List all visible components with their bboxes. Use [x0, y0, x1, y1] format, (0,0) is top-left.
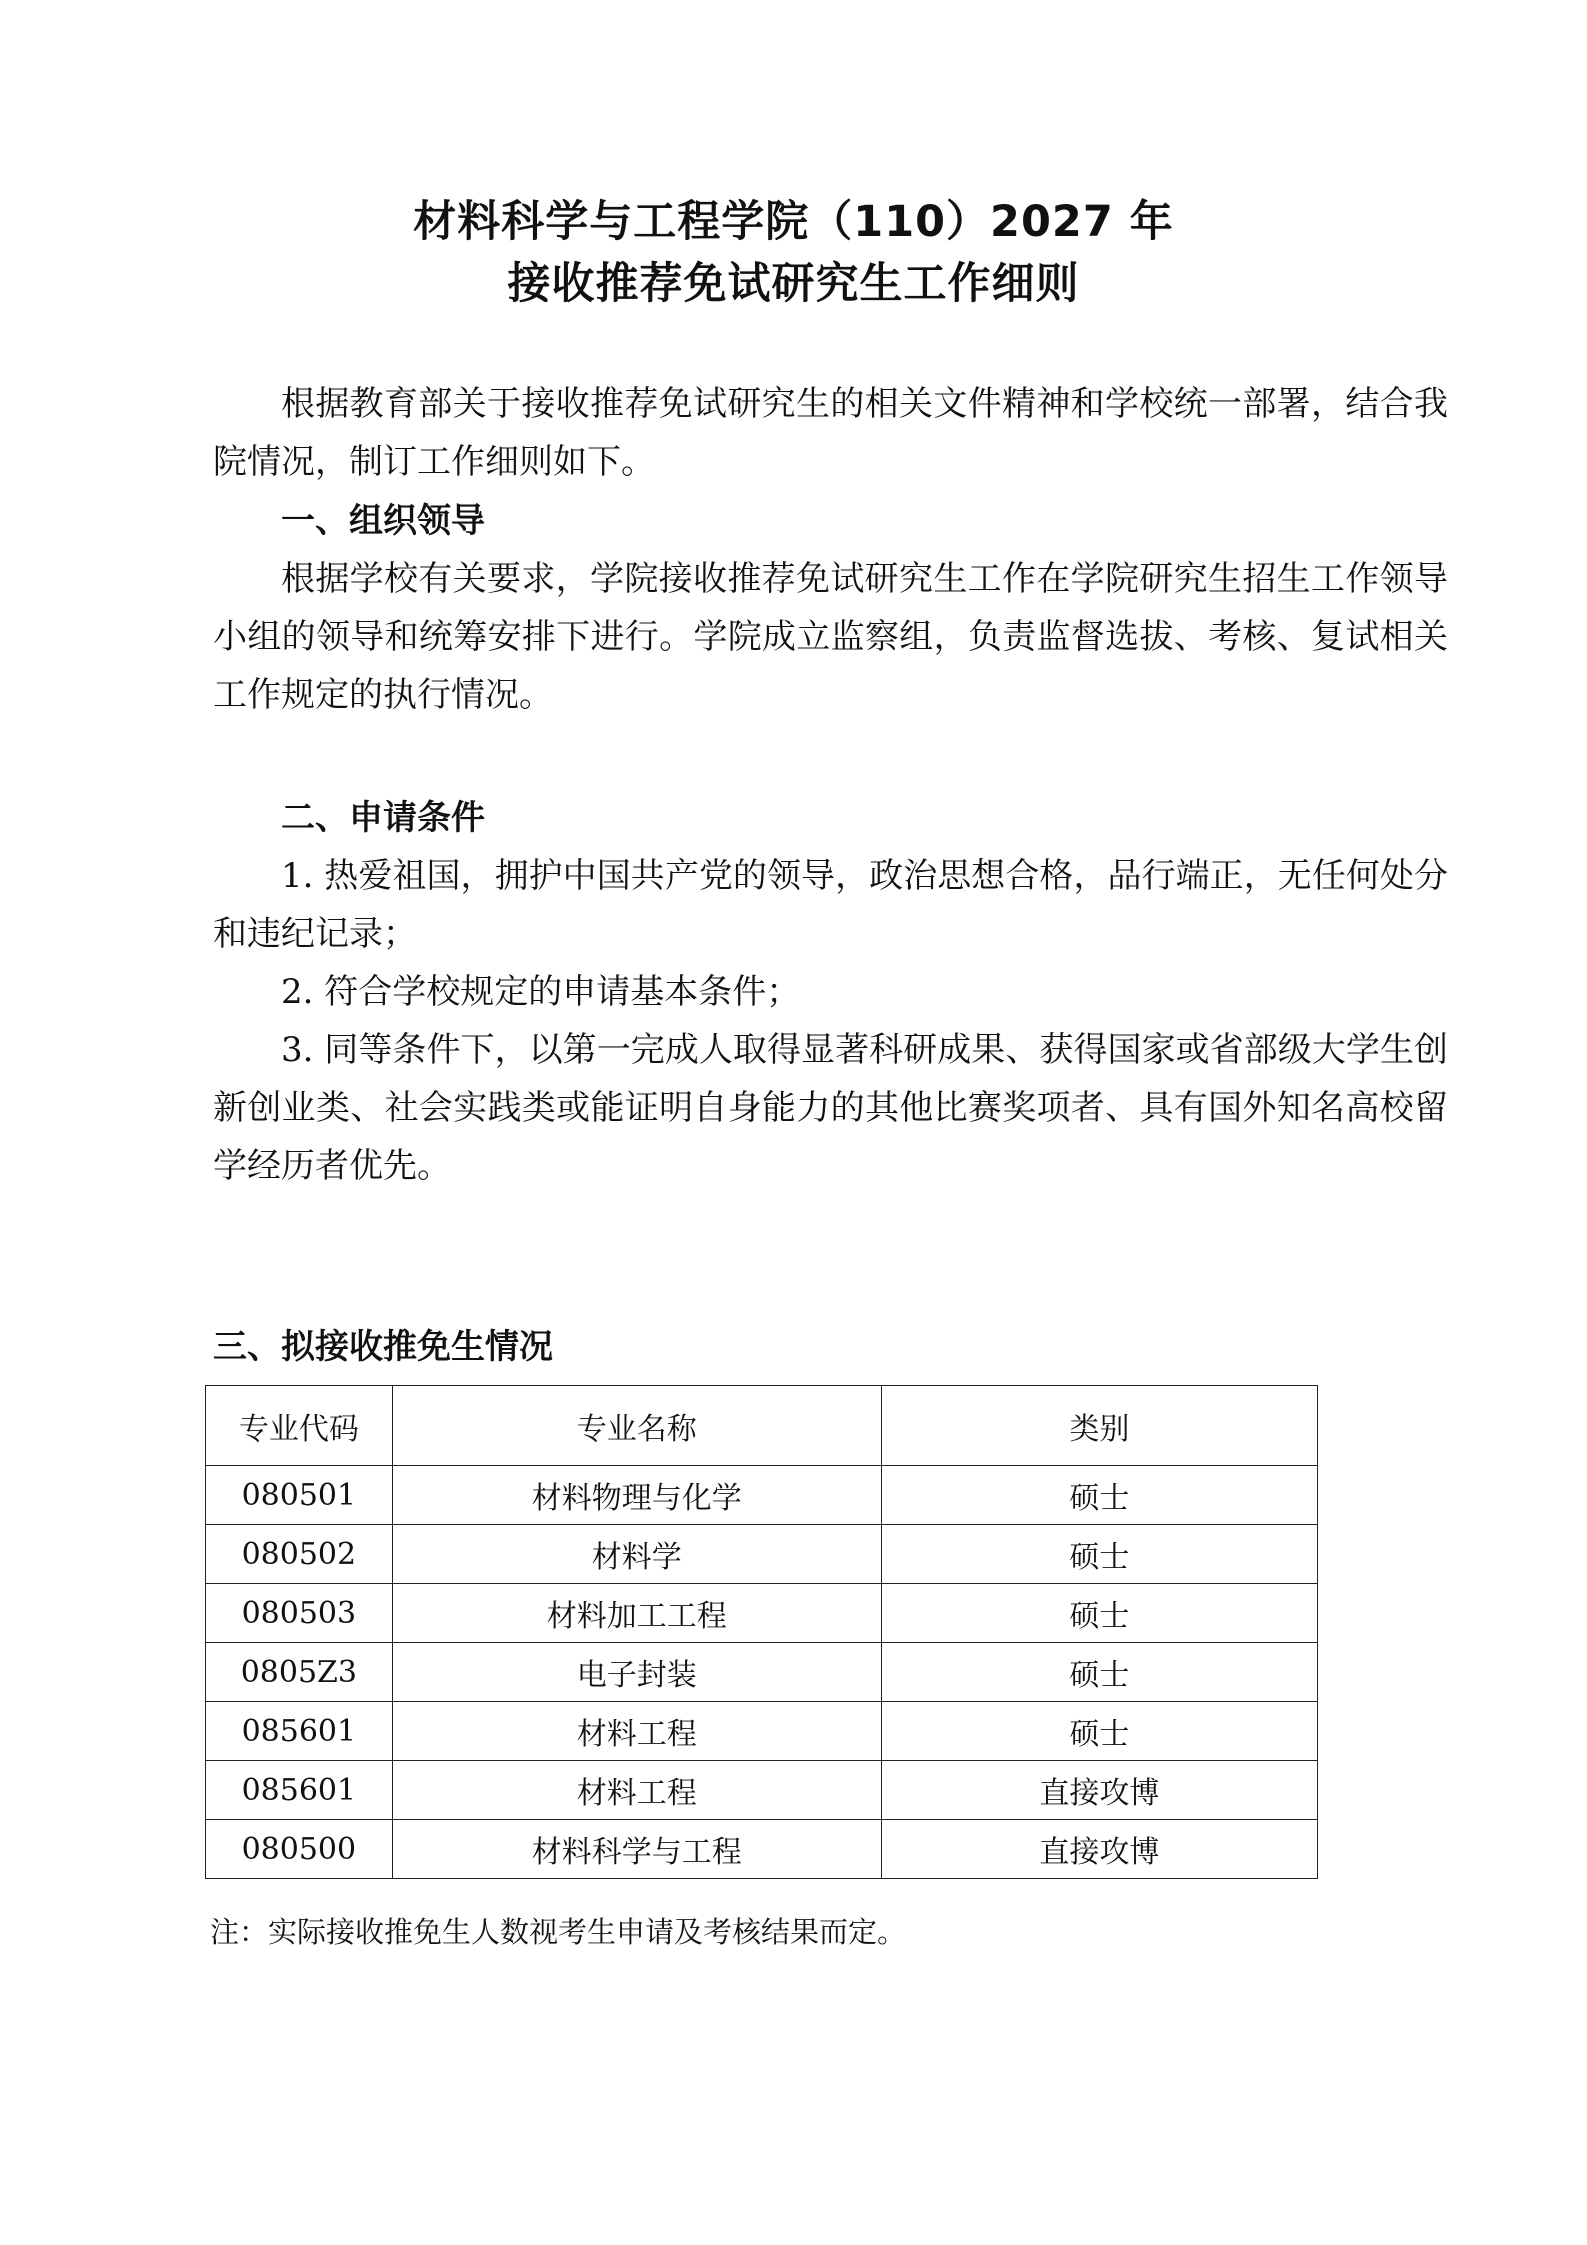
cell-name: 材料物理与化学 — [392, 1466, 881, 1525]
table-row — [206, 1702, 1318, 1761]
cell-type: 直接攻博 — [881, 1761, 1317, 1820]
section2-item-2: 2. 符合学校规定的申请基本条件； — [281, 972, 801, 1012]
column-header-name: 专业名称 — [392, 1386, 881, 1466]
document-title-line1: 材料科学与工程学院（110）2027 年 — [413, 197, 1174, 247]
table-row — [206, 1643, 1318, 1702]
cell-code: 080503 — [206, 1584, 393, 1643]
cell-type: 硕士 — [881, 1643, 1317, 1702]
cell-type: 硕士 — [881, 1525, 1317, 1584]
column-header-type: 类别 — [881, 1386, 1317, 1466]
cell-type: 硕士 — [881, 1584, 1317, 1643]
intro-paragraph: 根据教育部关于接收推荐免试研究生的相关文件精神和学校统一部署，结合我院情况，制订工作细则如下。 — [213, 384, 1448, 482]
cell-code: 080500 — [206, 1820, 393, 1879]
cell-name: 材料科学与工程 — [392, 1820, 881, 1879]
admission-table — [205, 1385, 1318, 1879]
cell-name: 材料加工工程 — [392, 1584, 881, 1643]
cell-type: 硕士 — [881, 1466, 1317, 1525]
cell-name: 材料学 — [392, 1525, 881, 1584]
table-row — [206, 1584, 1318, 1643]
section2-heading: 二、申请条件 — [281, 798, 485, 838]
cell-name: 材料工程 — [392, 1702, 881, 1761]
section2-item-1: 1. 热爱祖国，拥护中国共产党的领导，政治思想合格，品行端正，无任何处分和违纪记录； — [213, 856, 1448, 954]
section1-heading: 一、组织领导 — [281, 501, 485, 541]
document-title-line2: 接收推荐免试研究生工作细则 — [507, 259, 1080, 309]
cell-code: 0805Z3 — [206, 1643, 393, 1702]
cell-name: 电子封装 — [392, 1643, 881, 1702]
table-footnote: 注：实际接收推免生人数视考生申请及考核结果而定。 — [210, 1915, 907, 1949]
column-header-code: 专业代码 — [206, 1386, 393, 1466]
cell-type: 直接攻博 — [881, 1820, 1317, 1879]
cell-code: 085601 — [206, 1702, 393, 1761]
table-row — [206, 1466, 1318, 1525]
cell-type: 硕士 — [881, 1702, 1317, 1761]
cell-code: 080501 — [206, 1466, 393, 1525]
cell-name: 材料工程 — [392, 1761, 881, 1820]
section3-heading: 三、拟接收推免生情况 — [213, 1327, 553, 1367]
cell-code: 085601 — [206, 1761, 393, 1820]
section2-item-3: 3. 同等条件下，以第一完成人取得显著科研成果、获得国家或省部级大学生创新创业类、社会实践类或能证明自身能力的其他比赛奖项者、具有国外知名高校留学经历者优先。 — [213, 1030, 1448, 1186]
table-row — [206, 1820, 1318, 1879]
table-row — [206, 1761, 1318, 1820]
table-header-row — [206, 1386, 1318, 1466]
cell-code: 080502 — [206, 1525, 393, 1584]
section1-body: 根据学校有关要求，学院接收推荐免试研究生工作在学院研究生招生工作领导小组的领导和统筹安排下进行。学院成立监察组，负责监督选拔、考核、复试相关工作规定的执行情况。 — [213, 559, 1448, 715]
table-row — [206, 1525, 1318, 1584]
